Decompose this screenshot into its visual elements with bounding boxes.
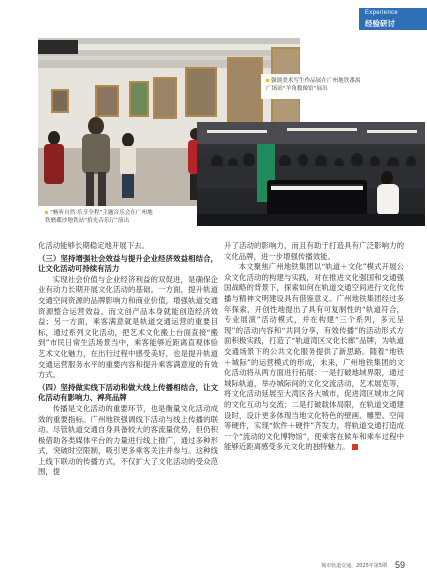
caption-bullet-icon <box>266 79 269 82</box>
caption-text: “畅听自然·乐享全程”主题音乐会在广州地铁磨碟沙地铁站“拾光音乐厅”演出 <box>45 210 153 224</box>
caption-bullet-icon <box>45 211 48 214</box>
paragraph: 实现社会价值与企业经济利益的双促进，是确保企业有动力长期开展文化活动的基础。一方面，提升轨道交通空间资源的品牌影响力和商业价值，增强轨道交通资源整合运营效益，而文创产品本身就能创造经济效益；另一方面，乘客满意就是轨道交通运营的重要目标，通过系列文化活动，把艺术文化搬上台面直接“搬到”市民日常生活场景当中，乘客能够近距离直观体验艺术文化魅力，在出行过程中感受美好，也是提升轨道交通运营服务水平的重要内容和提升乘客满意度的有效方式。 <box>38 274 218 380</box>
article-column-left <box>38 241 218 478</box>
journal-footer: 城市轨道交通，2025年第5期 <box>321 563 387 569</box>
article-column-right <box>224 241 404 453</box>
paragraph <box>224 262 404 453</box>
section-tab-chinese: 经验研讨 <box>365 19 395 28</box>
paragraph-text: 本文聚焦广州地铁集团以“轨道＋文化”模式开展公众文化活动的构建与实践，对在推进文化强国和交通强国战略的背景下，探索如何在轨道交通空间进行文化传播与精神文明建设具有借鉴意义。广州地铁集团经过多年探索，开创性地提出了具有可复制性的“轨道符合，专业展演”活动模式，并在构建“三个系列，多元呈现”的活动内容和“共同分享，有效传播”的活动形式方面积极实践，打造了“轨道湾区文化长廊”品牌，为轨道交通场景下的公共文化服务提供了新思路。随着“地铁＋城际”的运营模式的形成，未来，广州地铁集团的文化活动将从两方面进行拓展：一是打破地域界限，通过城际轨道，举办城际间的文化交流活动，艺术展览等，将文化活动延展至大湾区各大城市，促进湾区城市之间的文化互动与交流；二是打破载体局限，在轨道交通建设时，设计更多体现当地文化特色的壁画、雕塑、空间等硬件，实现“软件＋硬件”齐发力，将轨道交通打造成一个“流动的文化博物馆”，使乘客在候车和乘车过程中能够近距离感受多元文化的独特魅力。 <box>224 262 404 452</box>
page-number: 59 <box>394 560 405 570</box>
concert-photo-scene <box>197 122 425 226</box>
photo-caption-concert <box>40 206 160 231</box>
section-heading: （三）坚持增强社会效益与提升企业经济效益相结合，让文化活动可持续有活力 <box>38 253 218 274</box>
section-heading: （四）坚持做实线下活动和做大线上传播相结合，让文化活动有影响力、裨亮品牌 <box>38 382 218 403</box>
photo-caption-exhibition <box>261 74 371 99</box>
paragraph: 升了活动的影响力，而且有助于打造具有广泛影响力的文化品牌，进一步增强传播效能。 <box>224 241 404 261</box>
concert-photo <box>197 122 425 226</box>
caption-text: 强颂美术写生作品展在广州地铁番禺广场站“羊角数像馆”展出 <box>266 78 361 92</box>
paragraph: 传播是文化活动的重要环节，也是衡量文化活动成效的重要指标。广州地铁强调线下活动与线上传播的联动。尽管轨道交通自身具备较大的客流量优势，但仍积极借助各类媒体平台的力量进行线上推广，通过多种形式，突破时空限制，吸引更多乘客关注并参与。这种线上线下联动的传播方式，不仅扩大了文化活动的受众范围，提 <box>38 403 218 477</box>
section-tab <box>359 8 427 30</box>
paragraph: 化活动能够长期稳定地开展下去。 <box>38 241 149 250</box>
end-mark-icon <box>352 444 358 450</box>
section-tab-english: Experience <box>365 10 399 16</box>
